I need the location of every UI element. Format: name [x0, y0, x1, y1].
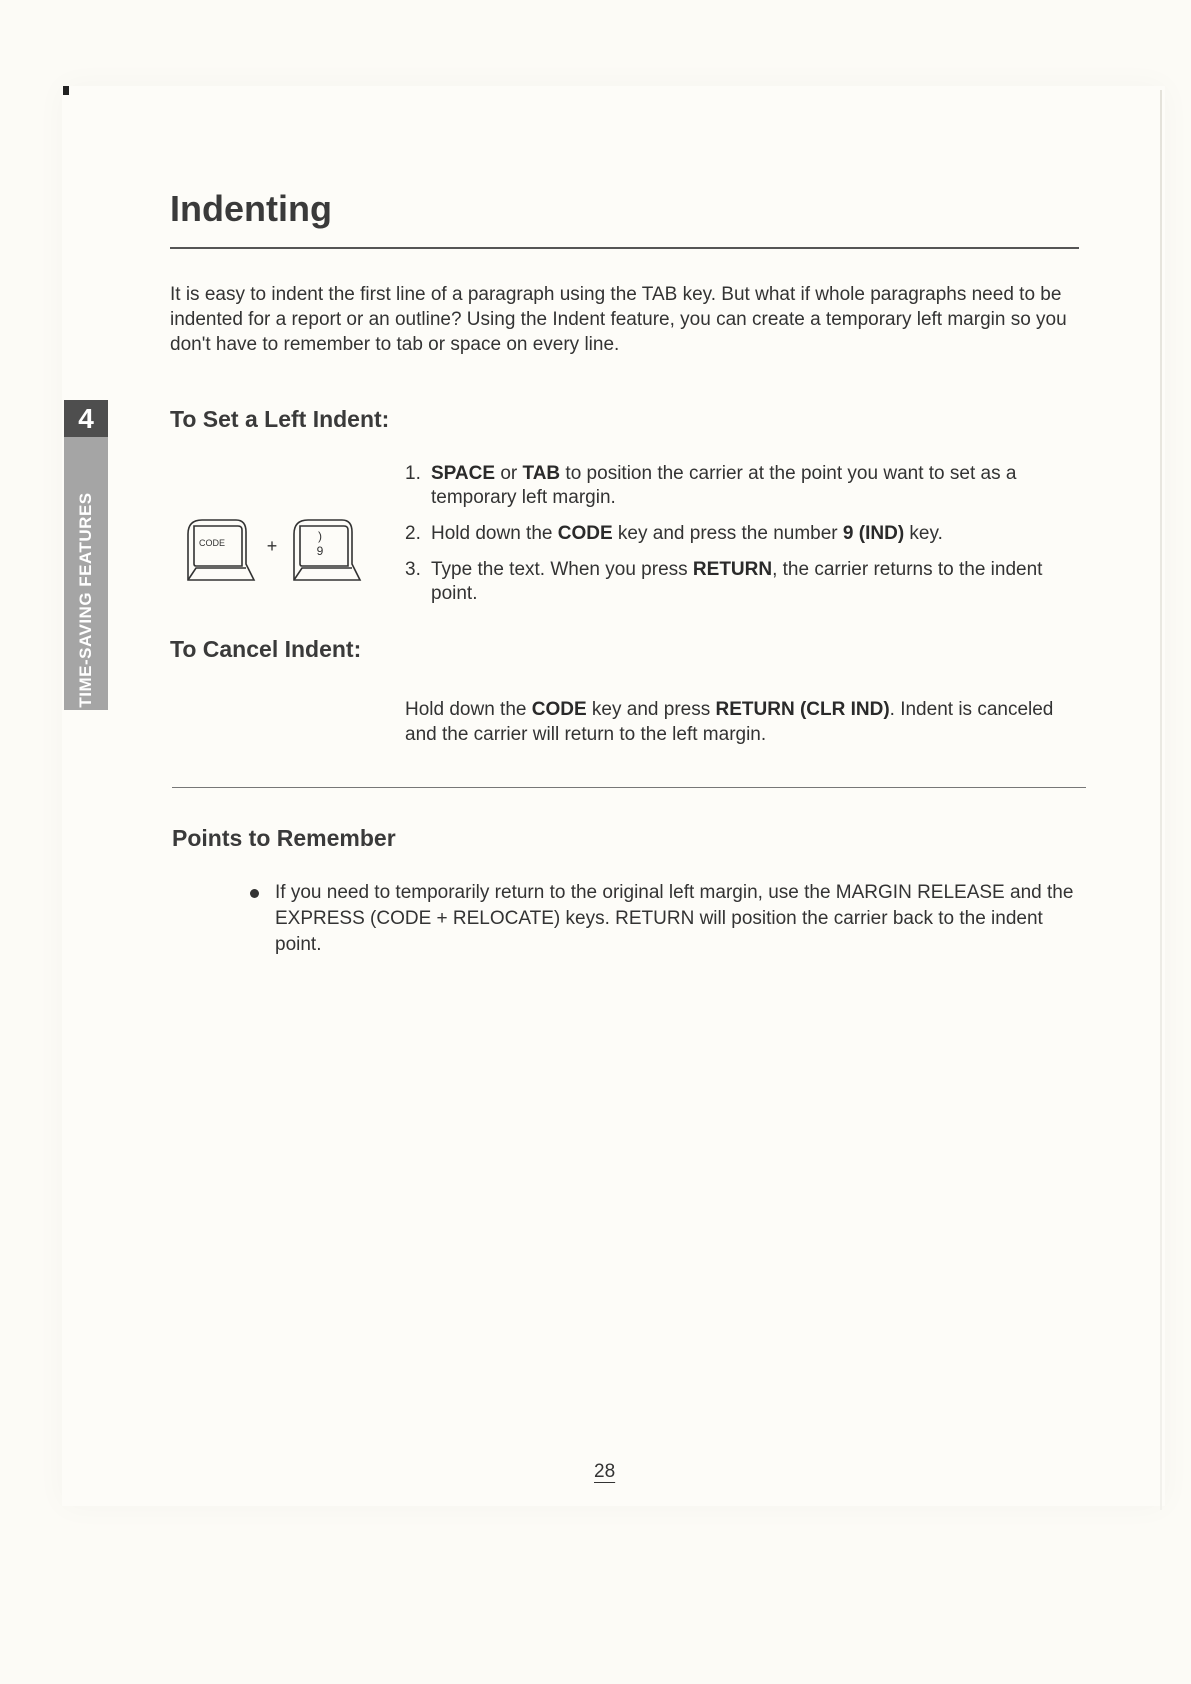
step-text — [431, 559, 1042, 604]
text-run: key and press the number — [612, 523, 843, 544]
step-item — [405, 558, 1085, 606]
key-name: RETURN — [692, 559, 773, 580]
keycap-illustration — [186, 518, 368, 584]
points-heading: Points to Remember — [172, 825, 396, 851]
key-name: RETURN — [715, 699, 795, 720]
step-number: 3. — [405, 559, 421, 580]
text-run: Hold down the — [431, 523, 558, 544]
key-name: CODE — [531, 699, 587, 720]
nine-key-bottom-label: 9 — [316, 544, 324, 558]
text-run: Hold down the — [405, 699, 532, 720]
text-run: . Indent is canceled and the carrier will return to the left margin. — [405, 699, 1054, 745]
step-number: 1. — [405, 463, 421, 484]
step-item — [405, 462, 1085, 510]
step-text — [431, 463, 1016, 508]
text-run: Type the text. When you press — [431, 559, 693, 580]
point-item — [275, 880, 1090, 958]
page-number: 28 — [594, 1461, 616, 1482]
code-key-label: CODE — [198, 538, 226, 548]
text-run: key and press — [586, 699, 716, 720]
text-run: to position the carrier at the point you want to set as a temporary left margin. — [431, 463, 1017, 508]
registration-mark — [63, 86, 69, 95]
key-name: TAB — [522, 463, 561, 484]
bullet-icon — [250, 889, 259, 898]
chapter-number: 4 — [64, 400, 108, 437]
section-divider — [172, 787, 1086, 788]
key-name: (IND) — [858, 523, 905, 544]
text-run: , the carrier returns to the indent point. — [431, 559, 1043, 604]
key-name: 9 — [842, 523, 854, 544]
code-key-icon — [188, 520, 254, 580]
nine-key-top-label: ) — [318, 529, 322, 543]
page-edge — [1160, 90, 1162, 1510]
set-indent-steps — [405, 462, 1085, 606]
step-number: 2. — [405, 523, 421, 544]
key-combination-illustration — [186, 518, 368, 584]
point-text: If you need to temporarily return to the original left margin, use the MARGIN RELEASE and the EXPRESS (CODE + RELOCATE) keys. RETURN will position the carrier back to the indent point. — [275, 882, 1074, 955]
cancel-indent-text — [405, 697, 1075, 747]
chapter-tab — [64, 400, 108, 710]
key-name: CODE — [557, 523, 613, 544]
cancel-indent-heading: To Cancel Indent: — [170, 636, 362, 662]
set-indent-heading: To Set a Left Indent: — [170, 406, 390, 432]
text-run: key. — [904, 523, 943, 544]
plus-sign: + — [266, 536, 278, 556]
intro-paragraph: It is easy to indent the first line of a paragraph using the TAB key. But what if whole paragraphs need to be indented for a report or an outline? Using the Indent feature, you can create a temporary left margin so you don't have to remember to tab or space on every line. — [170, 284, 1067, 355]
page-title: Indenting — [170, 188, 332, 229]
key-name: (CLR IND) — [799, 699, 890, 720]
nine-key-icon — [294, 520, 360, 580]
step-item — [405, 522, 1085, 546]
points-list — [275, 880, 1090, 958]
key-name: SPACE — [431, 463, 496, 484]
chapter-label: TIME-SAVING FEATURES — [76, 492, 95, 708]
step-text — [431, 523, 943, 544]
text-run: or — [495, 463, 523, 484]
title-rule — [170, 247, 1079, 249]
